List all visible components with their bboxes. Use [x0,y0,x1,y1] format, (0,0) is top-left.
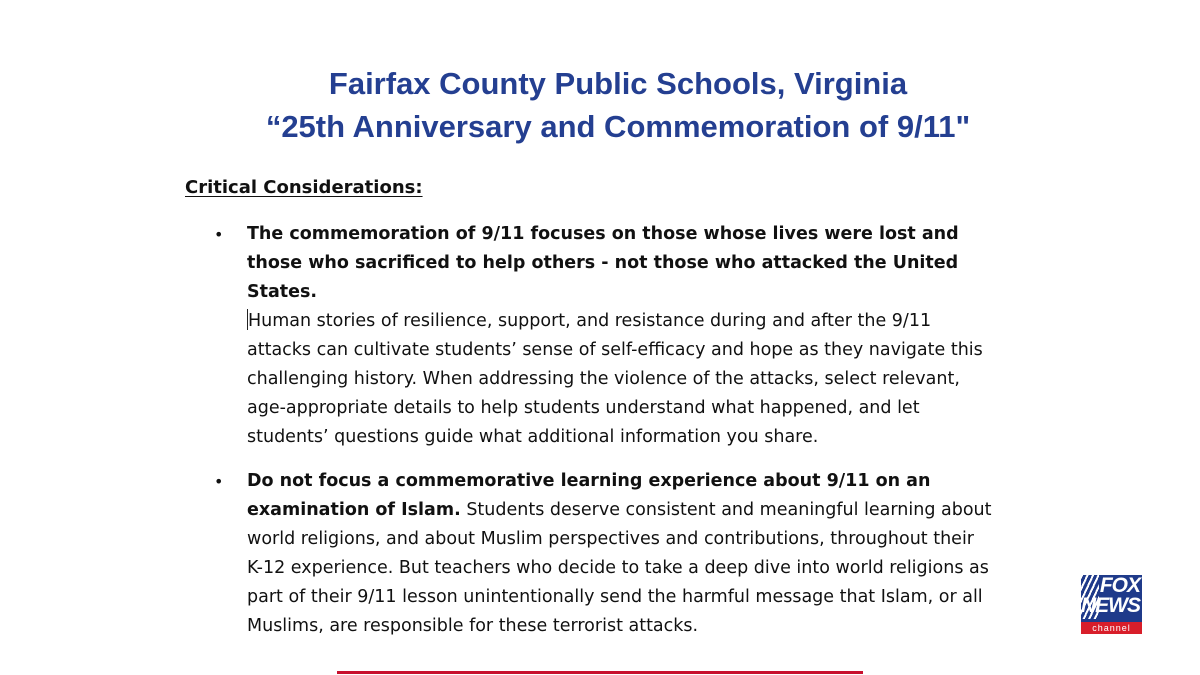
bullet-icon: • [214,225,224,244]
document-title [0,62,1200,148]
bullet-icon: • [214,472,224,491]
fox-news-logo [1081,575,1142,634]
item-body-text: Human stories of resilience, support, and resistance during and after the 9/11 attacks can cultivate students’ sense of self-efficacy and hope as they navigate this challenging history. When addressing the violence of the attacks, select relevant, age-appropriate details to help students understand what happened, and let students’ questions guide what additional information you share. [247,311,983,447]
title-line-2: “25th Anniversary and Commemoration of 9/11" [265,109,971,144]
list-item [214,220,994,452]
title-line-1: Fairfax County Public Schools, Virginia [328,66,908,101]
logo-word-news: NEWS [1081,594,1140,617]
item-bold-text: Do not focus a commemorative learning experience about 9/11 on an examination of Islam. [247,471,931,520]
item-body-text: Students deserve consistent and meaningful learning about world religions, and about Muslim perspectives and contributions, throughout their K-12 experience. But teachers who decide to take a deep dive into world religions as part of their 9/11 lesson unintentionally send the harmful message that Islam, or all Muslims, are responsible for these terrorist attacks. [247,500,992,636]
logo-word-fox: FOX [1099,575,1140,597]
list-item [214,467,994,641]
red-divider [337,671,863,674]
section-heading: Critical Considerations: [185,177,423,198]
considerations-list [214,220,994,641]
logo-word-channel: channel [1081,622,1142,634]
item-bold-text: The commemoration of 9/11 focuses on those whose lives were lost and those who sacrificed to help others - not those who attacked the United States. [247,224,959,302]
